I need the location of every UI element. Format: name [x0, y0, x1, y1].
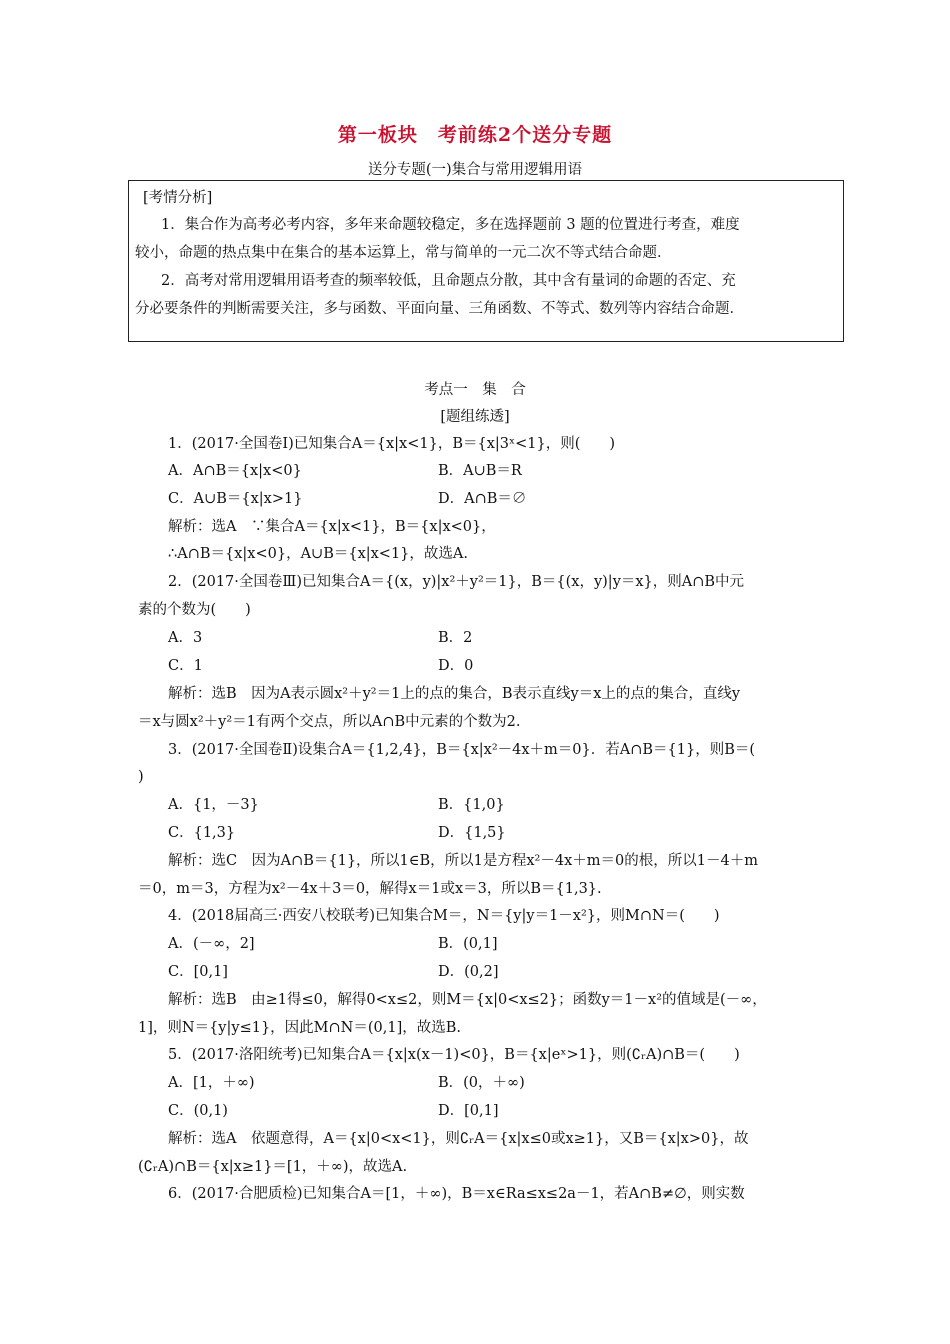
option-d: D．A∩B＝∅ — [438, 491, 527, 507]
option-c: C．[0,1] — [168, 964, 228, 980]
question-line: 1．(2017·全国卷Ⅰ)已知集合A＝{x|x<1}，B＝{x|3ˣ<1}，则( ) — [168, 436, 616, 452]
section-subheading: [题组练透] — [440, 409, 510, 425]
option-a: A．{1，－3} — [168, 797, 259, 813]
analysis-text: 较小，命题的热点集中在集合的基本运算上，常与简单的一元二次不等式结合命题． — [135, 245, 672, 261]
question-line: 5．(2017·洛阳统考)已知集合A＝{x|x(x－1)<0}，B＝{x|eˣ>1}，则(∁ᵣA)∩B＝( ) — [168, 1047, 740, 1063]
option-d: D．{1,5} — [438, 825, 506, 841]
option-b: B．(0，＋∞) — [438, 1075, 525, 1091]
page-title: 第一板块 考前练2个送分专题 — [337, 124, 613, 146]
option-b: B．2 — [438, 630, 473, 646]
solution-line: 解析：选A ∵集合A＝{x|x<1}，B＝{x|x<0}， — [168, 519, 496, 535]
solution-line: 1]，则N＝{y|y≤1}，因此M∩N＝(0,1]，故选B. — [138, 1020, 461, 1036]
option-b: B．{1,0} — [438, 797, 505, 813]
option-a: A．A∩B＝{x|x<0} — [168, 463, 302, 479]
option-b: B．(0,1] — [438, 936, 498, 952]
option-b: B．A∪B＝R — [438, 463, 522, 479]
solution-line: (∁ᵣA)∩B＝{x|x≥1}＝[1，＋∞)，故选A. — [138, 1159, 408, 1175]
option-d: D．(0,2] — [438, 964, 499, 980]
option-a: A．3 — [168, 630, 203, 646]
question-line: 素的个数为( ) — [138, 602, 251, 618]
solution-line: ＝x与圆x²＋y²＝1有两个交点，所以A∩B中元素的个数为2. — [138, 714, 521, 730]
solution-line: 解析：选B 由≥1得≤0，解得0<x≤2，则M＝{x|0<x≤2}；函数y＝1－x²的值域是(－∞， — [168, 992, 767, 1008]
solution-line: 解析：选B 因为A表示圆x²＋y²＝1上的点的集合，B表示直线y＝x上的点的集合，直线y — [168, 686, 741, 702]
question-line: 3．(2017·全国卷Ⅱ)设集合A＝{1,2,4}，B＝{x|x²－4x＋m＝0}．若A∩B＝{1}，则B＝( — [168, 742, 756, 758]
analysis-text: 2．高考对常用逻辑用语考查的频率较低，且命题点分散，其中含有量词的命题的否定、充 — [161, 273, 736, 289]
option-d: D．[0,1] — [438, 1103, 499, 1119]
question-line: 4．(2018届高三·西安八校联考)已知集合M＝，N＝{y|y＝1－x²}，则M∩N＝( ) — [168, 908, 720, 924]
page-subtitle: 送分专题(一)集合与常用逻辑用语 — [367, 162, 583, 178]
option-c: C．A∪B＝{x|x>1} — [168, 491, 303, 507]
option-d: D．0 — [438, 658, 474, 674]
analysis-text: 1．集合作为高考必考内容，多年来命题较稳定，多在选择题前 3 题的位置进行考查，难度 — [161, 217, 740, 233]
option-c: C．1 — [168, 658, 203, 674]
solution-line: 解析：选C 因为A∩B＝{1}，所以1∈B，所以1是方程x²－4x＋m＝0的根，所以1－4＋m — [168, 853, 758, 869]
option-c: C．(0,1) — [168, 1103, 228, 1119]
section-heading: 考点一 集 合 — [424, 382, 526, 398]
question-line: 6．(2017·合肥质检)已知集合A＝[1，＋∞)，B＝x∈Ra≤x≤2a－1，若A∩B≠∅，则实数 — [168, 1186, 745, 1202]
solution-line: 解析：选A 依题意得，A＝{x|0<x<1}，则∁ᵣA＝{x|x≤0或x≥1}，又B＝{x|x>0}，故 — [168, 1131, 749, 1147]
option-a: A．[1，＋∞) — [168, 1075, 255, 1091]
option-c: C．{1,3} — [168, 825, 236, 841]
solution-line: ＝0，m＝3，方程为x²－4x＋3＝0，解得x＝1或x＝3，所以B＝{1,3}. — [138, 881, 602, 897]
question-line: 2．(2017·全国卷Ⅲ)已知集合A＝{(x，y)|x²＋y²＝1}，B＝{(x，y)|y＝x}，则A∩B中元 — [168, 574, 745, 590]
analysis-heading: [考情分析] — [143, 190, 213, 206]
option-a: A．(－∞，2] — [168, 936, 255, 952]
question-line: ) — [138, 769, 144, 785]
analysis-box — [128, 180, 844, 342]
solution-line: ∴A∩B＝{x|x<0}，A∪B＝{x|x<1}，故选A. — [168, 546, 468, 562]
analysis-text: 分必要条件的判断需要关注，多与函数、平面向量、三角函数、不等式、数列等内容结合命题． — [135, 301, 744, 317]
